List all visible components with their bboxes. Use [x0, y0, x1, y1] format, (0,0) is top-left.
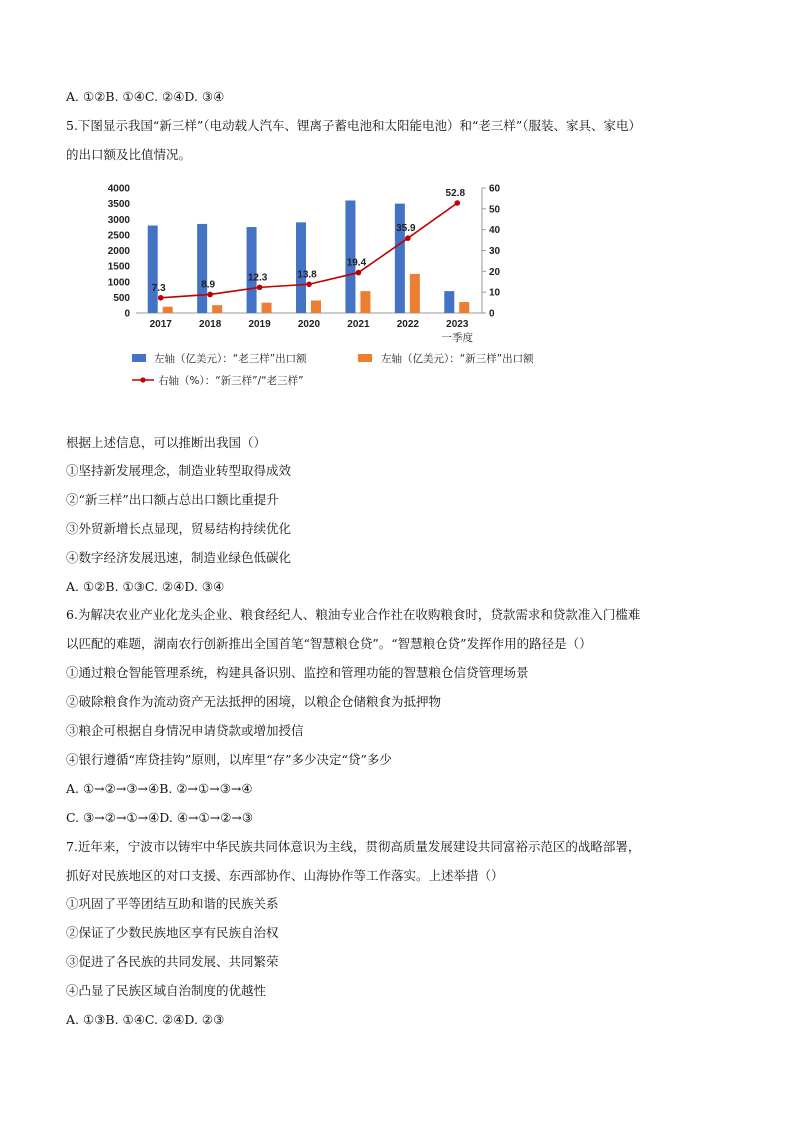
q6-options-line2: C. ③→②→①→④D. ④→①→②→③	[66, 810, 254, 825]
q5-item-1: ①坚持新发展理念，制造业转型取得成效	[66, 463, 292, 478]
q5-stem-line2: 的出口额及比值情况。	[66, 147, 192, 162]
q6-stem-line2: 以匹配的难题，湖南农行创新推出全国首笔“智慧粮仓贷”。“智慧粮仓贷”发挥作用的路径是（）	[66, 636, 592, 651]
q6-item-4: ④银行遵循“库贷挂钩”原则，以库里“存”多少决定“贷”多少	[66, 752, 392, 767]
legend-ratio-label: 右轴（%）：“新三样”/“老三样”	[158, 375, 304, 387]
ratio-data-label: 8.9	[201, 279, 216, 291]
left-tick-label: 4000	[107, 183, 130, 195]
right-tick-label: 30	[489, 246, 501, 257]
left-tick-label: 1500	[107, 261, 130, 273]
right-tick-label: 20	[489, 266, 501, 278]
q7-item-3: ③促进了各民族的共同发展、共同繁荣	[66, 954, 279, 969]
ratio-point	[454, 200, 460, 206]
ratio-point	[405, 235, 411, 241]
ratio-point	[356, 270, 362, 276]
left-tick-label: 500	[113, 292, 130, 304]
left-tick-label: 3000	[107, 214, 130, 226]
ratio-point	[257, 285, 263, 291]
bar-old-three	[247, 227, 257, 313]
bar-new-three	[459, 302, 469, 313]
right-tick-label: 50	[489, 204, 501, 216]
ratio-point	[306, 281, 312, 287]
q7-stem-line1: 7.近年来，宁波市以铸牢中华民族共同体意识为主线，贯彻高质量发展建设共同富裕示范区的战略部署，	[66, 839, 641, 854]
q7-options: A. ①③B. ①④C. ②④D. ②③	[66, 1012, 225, 1027]
q5-stem-line1: 5.下图显示我国“新三样”（电动载人汽车、锂离子蓄电池和太阳能电池）和“老三样”（服装、家具、家电）	[66, 118, 641, 133]
x-tick-label: 2017	[149, 319, 172, 330]
left-tick-label: 2000	[107, 246, 130, 257]
x-tick-label: 2022	[396, 319, 419, 330]
legend-new-label: 左轴（亿美元）：“新三样”出口额	[381, 353, 534, 365]
legend-old-swatch	[132, 354, 146, 362]
x-tick-label: 2018	[199, 319, 222, 330]
right-tick-label: 10	[489, 287, 501, 299]
ratio-data-label: 52.8	[445, 188, 466, 199]
bar-new-three	[311, 301, 321, 314]
bar-old-three	[148, 226, 158, 314]
x-tick-label: 2021	[347, 319, 370, 330]
left-tick-label: 3500	[107, 199, 130, 211]
ratio-data-label: 19.4	[346, 257, 367, 269]
bar-old-three	[395, 204, 405, 313]
q5-item-4: ④数字经济发展迅速，制造业绿色低碳化	[66, 550, 292, 565]
q7-stem-line2: 抓好对民族地区的对口支援、东西部协作、山海协作等工作落实。上述举措（）	[66, 868, 504, 883]
ratio-data-label: 13.8	[297, 269, 317, 281]
q5-item-2: ②“新三样”出口额占总出口额比重提升	[66, 492, 279, 507]
legend-old-label: 左轴（亿美元）：“老三样”出口额	[154, 353, 307, 365]
bar-new-three	[410, 274, 420, 313]
bar-new-three	[212, 305, 222, 313]
right-tick-label: 60	[489, 183, 501, 195]
export-chart	[100, 178, 580, 408]
right-tick-label: 40	[489, 225, 501, 237]
ratio-point	[207, 292, 213, 298]
left-tick-label: 1000	[107, 277, 130, 289]
ratio-data-label: 35.9	[396, 223, 416, 235]
bar-new-three	[360, 291, 370, 313]
ratio-data-label: 7.3	[151, 282, 166, 294]
ratio-point	[158, 295, 164, 301]
right-tick-label: 0	[489, 308, 495, 320]
bar-new-three	[262, 303, 272, 313]
q7-item-2: ②保证了少数民族地区享有民族自治权	[66, 925, 279, 940]
left-tick-label: 2500	[107, 230, 130, 242]
bar-old-three	[296, 222, 306, 313]
bar-old-three	[197, 224, 207, 313]
q7-item-1: ①巩固了平等团结互助和谐的民族关系	[66, 896, 279, 911]
legend-new-swatch	[358, 354, 372, 362]
x-tick-label: 2020	[297, 319, 321, 330]
q6-item-1: ①通过粮仓智能管理系统，构建具备识别、监控和管理功能的智慧粮仓信贷管理场景	[66, 665, 529, 680]
q6-item-3: ③粮企可根据自身情况申请贷款或增加授信	[66, 723, 304, 738]
ratio-data-label: 12.3	[247, 272, 268, 284]
q6-options-line1: A. ①→②→③→④B. ②→①→③→④	[66, 781, 253, 796]
q6-stem-line1: 6.为解决农业产业化龙头企业、粮食经纪人、粮油专业合作社在收购粮食时，贷款需求和贷款准入门槛难	[66, 607, 641, 622]
bar-old-three	[444, 291, 454, 313]
x-tick-label: 2019	[248, 319, 271, 330]
left-tick-label: 0	[124, 308, 130, 320]
bar-new-three	[163, 307, 173, 313]
q7-item-4: ④凸显了民族区域自治制度的优越性	[66, 983, 267, 998]
q4-options: A. ①②B. ①④C. ②④D. ③④	[66, 89, 225, 104]
x-tick-sublabel: 一季度	[441, 332, 474, 344]
q5-item-3: ③外贸新增长点显现，贸易结构持续优化	[66, 521, 292, 536]
q6-item-2: ②破除粮食作为流动资产无法抵押的困境，以粮企仓储粮食为抵押物	[66, 694, 442, 709]
q5-options: A. ①②B. ①③C. ②④D. ③④	[66, 579, 225, 594]
x-tick-label: 2023	[446, 319, 469, 330]
q5-question: 根据上述信息，可以推断出我国（）	[66, 435, 267, 450]
legend-ratio-marker	[140, 377, 145, 382]
